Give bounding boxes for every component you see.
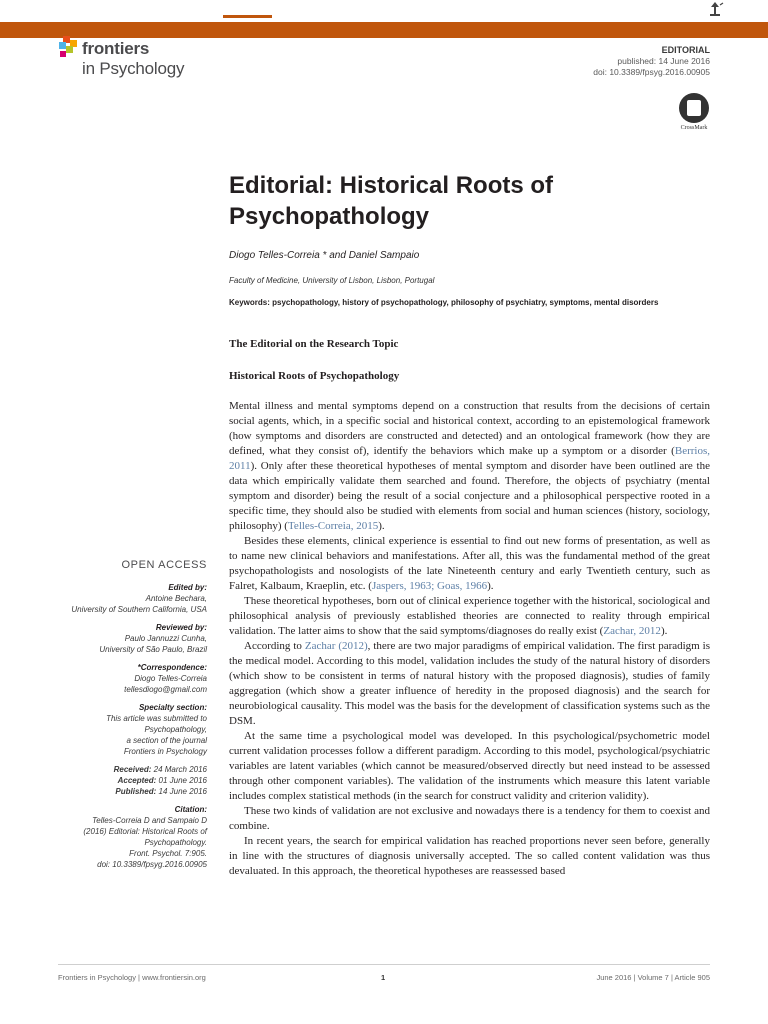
correspondence-email[interactable]: tellesdiogo@gmail.com <box>124 685 207 694</box>
footer-issue-info: June 2016 | Volume 7 | Article 905 <box>596 973 710 982</box>
footer-journal-link[interactable]: Frontiers in Psychology | www.frontiersin.org <box>58 973 206 982</box>
paragraph: Besides these elements, clinical experience is essential to find out new forms of presentation, as well as to name new clinical behaviors and manifestations. After all, this was the fundamental method of the great psychopathologists and nosologists of the late Nineteenth century and early Twentieth century, such as Falret, Kalbaum, Kraeplin, etc. (Jaspers, 1963; Goas, 1966). <box>229 535 710 592</box>
crossmark-badge[interactable] <box>675 93 713 137</box>
citation: Citation: Telles-Correia D and Sampaio D (2016) Editorial: Historical Roots of Psychopathology. Front. Psychol. 7:905. doi: 10.3389/fpsyg.2016.00905 <box>83 805 207 869</box>
published-date: published: 14 June 2016 <box>617 56 710 66</box>
crossmark-icon <box>679 93 709 123</box>
paragraph: According to Zachar (2012), there are two major paradigms of empirical validation. The first paradigm is the medical model. According to this model, validation includes the study of the natural history of disorders (which show to be consistent in terms of natural history with the proposed diagnosis), studies of family aggregation (which show a greater influence of heredity in the proposed diagnosis) and the search for neurobiological causality. This model was the basis for the development of classification systems such as the DSM. <box>229 640 711 727</box>
journal-brand: frontiers <box>82 39 150 58</box>
section-heading-editorial: The Editorial on the Research Topic <box>229 338 399 350</box>
journal-logo[interactable] <box>57 36 207 82</box>
citation-link[interactable]: Jaspers, 1963; Goas, 1966 <box>371 580 488 592</box>
lamp-icon[interactable] <box>706 1 724 21</box>
paragraph: These theoretical hypotheses, born out of clinical experience together with the historical, sociological and philosophical analysis of previously established theories are connected to reality through empirical validation. The latter aims to show that the said symptoms/diagnoses do really exist (Zachar, 2012). <box>229 595 710 637</box>
footer-divider <box>58 964 710 965</box>
citation-link[interactable]: Zachar (2012) <box>304 640 368 652</box>
top-toolbar <box>0 0 768 38</box>
citation-link[interactable]: Telles-Correia, 2015 <box>287 520 379 532</box>
article-body <box>229 399 710 879</box>
frontiers-logo-icon <box>57 36 79 60</box>
citation-link[interactable]: Zachar, 2012 <box>603 625 661 637</box>
article-meta <box>593 44 710 78</box>
paragraph: In recent years, the search for empirical validation has reached proportions never seen before, generally in line with the structures of diagnosis universally accepted. The so called content validation was thus devaluated. In this approach, the theoretical hypotheses are reassessed based <box>229 835 710 877</box>
keywords: Keywords: psychopathology, history of psychopathology, philosophy of psychiatry, symptoms, mental disorders <box>229 298 659 307</box>
authors: Diogo Telles-Correia * and Daniel Sampaio <box>229 250 420 261</box>
doi[interactable]: doi: 10.3389/fpsyg.2016.00905 <box>593 67 710 77</box>
page-number: 1 <box>381 973 386 982</box>
article-title: Editorial: Historical Roots of Psychopathology <box>229 172 554 230</box>
edited-by: Edited by: Antoine Bechara, University of Southern California, USA <box>71 583 207 614</box>
reviewed-by: Reviewed by: Paulo Jannuzzi Cunha, University of São Paulo, Brazil <box>99 623 207 654</box>
article-sidebar <box>56 559 207 877</box>
section-heading-topic[interactable]: Historical Roots of Psychopathology <box>229 370 400 382</box>
page-footer <box>58 973 710 985</box>
article-dates: Received: 24 March 2016 Accepted: 01 June 2016 Published: 14 June 2016 <box>113 765 207 796</box>
article-type: EDITORIAL <box>661 45 710 55</box>
paragraph: At the same time a psychological model was developed. In this psychological/psychometric model current validation processes follow a different paradigm. According to this model, psychological/psychiatric variables are latent variables (which cannot be measured/observed directly but need instead to be assessed through other component variables). The validation of the instruments which measure this latent variable includes complex statistical methods (in the search for construct validity and criterion validity). <box>229 730 710 802</box>
affiliation: Faculty of Medicine, University of Lisbon, Lisbon, Portugal <box>229 276 435 285</box>
correspondence: *Correspondence: Diogo Telles-Correia tellesdiogo@gmail.com <box>56 662 207 695</box>
citation-link[interactable]: Berrios, 2011 <box>229 445 710 472</box>
paragraph: These two kinds of validation are not exclusive and nowadays there is a tendency for them to coexist and combine. <box>229 805 710 832</box>
open-access-label: OPEN ACCESS <box>121 559 207 571</box>
specialty-section: Specialty section: This article was submitted to Psychopathology, a section of the journal Frontiers in Psychology <box>106 703 207 756</box>
journal-name: in Psychology <box>82 59 185 78</box>
paragraph: Mental illness and mental symptoms depend on a construction that results from the decisions of certain social agents, which, in a specific social and historical context, according to an epistemological framework (how symptoms and disorders are constructed and detected) and an ontological framework (how they are defined, what they consist of), identify the behaviors which make up a symptom or a disorder (Berrios, 2011). Only after these theoretical hypotheses of mental symptom and disorder have been outlined are the data which empirically validate them searched and found. Therefore, the objects of psychiatry (mental symptom and disorder) being the result of a social conjecture and a philosophical perspective rooted in a specific time, they should also be studied with elements from social and human sciences (history, sociology, philosophy) (Telles-Correia, 2015). <box>229 400 710 532</box>
crossmark-label: CrossMark <box>680 125 708 131</box>
active-tab-indicator[interactable] <box>223 15 272 18</box>
